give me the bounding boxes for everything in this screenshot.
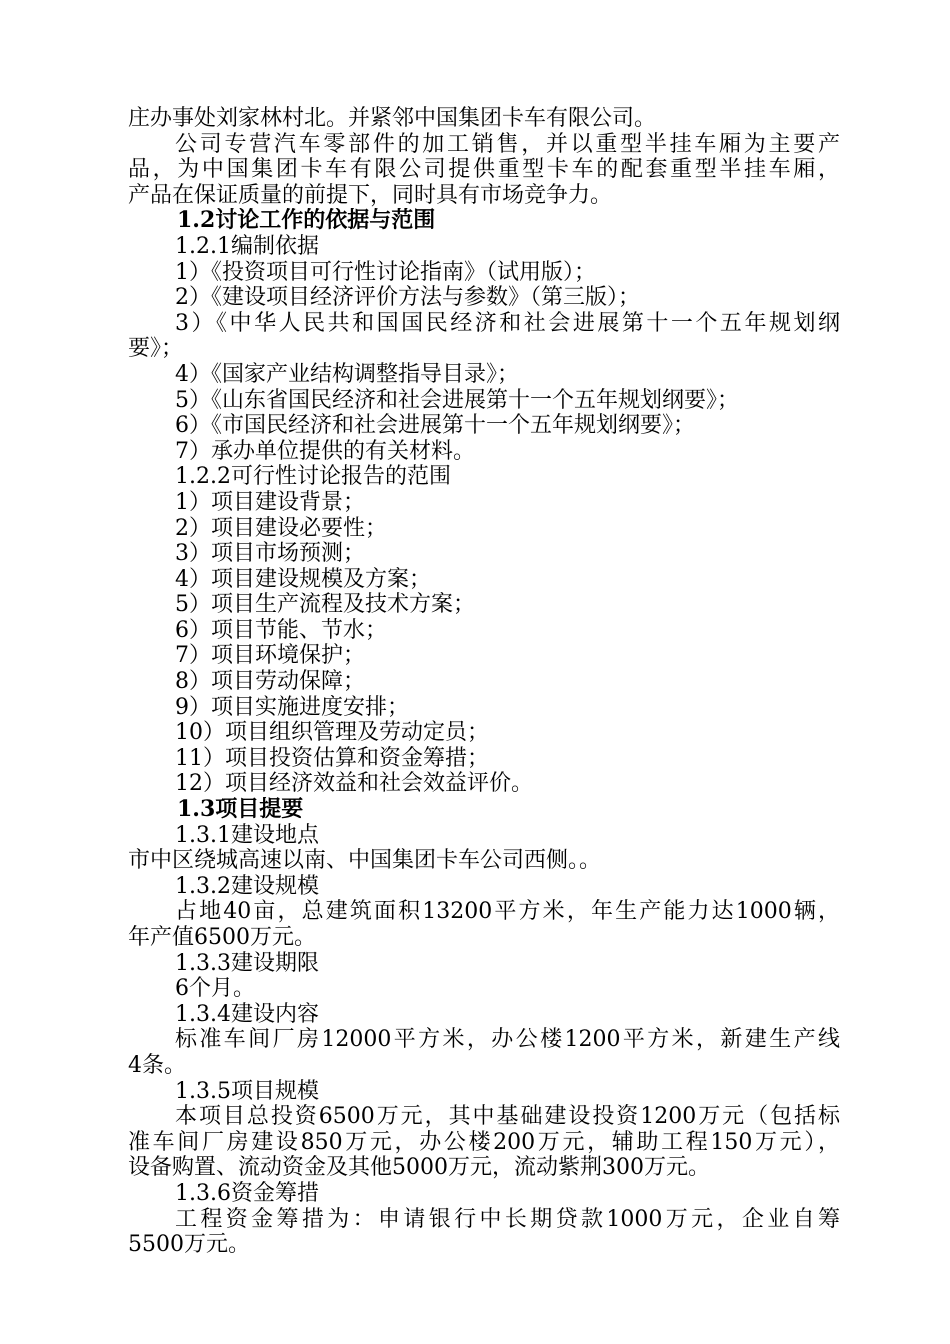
list-item: 4）项目建设规模及方案； (175, 566, 431, 592)
subsection-heading-1-3-3: 1.3.3建设期限 (175, 950, 319, 976)
list-item: 4）《国家产业结构调整指导目录》； (175, 361, 519, 387)
paragraph-line: 品，为中国集团卡车有限公司提供重型卡车的配套重型半挂车厢， (128, 157, 840, 183)
paragraph-line: 市中区绕城高速以南、中国集团卡车公司西侧。。 (128, 848, 602, 874)
list-item: 5）项目生产流程及技术方案； (175, 592, 475, 618)
list-item: 8）项目劳动保障； (175, 669, 365, 695)
paragraph-line: 年产值6500万元。 (128, 925, 316, 950)
subsection-heading-1-3-5: 1.3.5项目规模 (175, 1078, 319, 1104)
list-item: 12）项目经济效益和社会效益评价。 (175, 771, 533, 797)
list-item: 3）项目市场预测； (175, 541, 365, 567)
list-item: 3）《中华人民共和国国民经济和社会进展第十一个五年规划纲 (175, 310, 840, 336)
list-item: 5）《山东省国民经济和社会进展第十一个五年规划纲要》； (175, 387, 739, 413)
list-item: 10）项目组织管理及劳动定员； (175, 720, 489, 746)
list-item: 2）项目建设必要性； (175, 515, 387, 541)
list-item: 1）《投资项目可行性讨论指南》（试用版）； (175, 259, 596, 285)
list-item: 7）承办单位提供的有关材料。 (175, 438, 475, 464)
list-item: 6）项目节能、节水； (175, 617, 387, 643)
list-item: 11）项目投资估算和资金筹措； (175, 745, 489, 771)
list-item: 2）《建设项目经济评价方法与参数》（第三版）； (175, 285, 640, 311)
paragraph-line: 准车间厂房建设850万元，办公楼200万元，辅助工程150万元）， (128, 1129, 840, 1155)
subsection-heading-1-3-2: 1.3.2建设规模 (175, 873, 319, 899)
list-item: 7）项目环境保护； (175, 643, 365, 669)
paragraph-line: 工程资金筹措为：申请银行中长期贷款1000万元，企业自筹 (175, 1206, 840, 1232)
paragraph-line: 标准车间厂房12000平方米，办公楼1200平方米，新建生产线 (175, 1027, 840, 1053)
subsection-heading-1-2-2: 1.2.2可行性讨论报告的范围 (175, 464, 451, 490)
list-item: 1）项目建设背景； (175, 489, 365, 515)
section-heading-1-3: 1.3项目提要 (177, 797, 304, 823)
subsection-heading-1-3-6: 1.3.6资金筹措 (175, 1180, 319, 1206)
paragraph-line: 占地40亩，总建筑面积13200平方米，年生产能力达1000辆， (175, 899, 840, 925)
paragraph-line: 6个月。 (175, 976, 255, 1002)
paragraph-line: 公司专营汽车零部件的加工销售，并以重型半挂车厢为主要产 (175, 131, 840, 157)
paragraph-line: 5500万元。 (128, 1232, 250, 1258)
paragraph-line: 本项目总投资6500万元，其中基础建设投资1200万元（包括标 (175, 1104, 840, 1130)
subsection-heading-1-3-4: 1.3.4建设内容 (175, 1001, 319, 1027)
list-item: 6）《市国民经济和社会进展第十一个五年规划纲要》； (175, 413, 695, 439)
subsection-heading-1-3-1: 1.3.1建设地点 (175, 822, 319, 848)
list-item-continuation: 要》； (128, 336, 184, 362)
paragraph-line: 产品在保证质量的前提下，同时具有市场竞争力。 (128, 182, 613, 208)
paragraph-line: 4条。 (128, 1052, 186, 1078)
text-line: 庄办事处刘家林村北。并紧邻中国集团卡车有限公司。 (128, 106, 657, 131)
document-page (128, 106, 840, 1258)
list-item: 9）项目实施进度安排； (175, 694, 409, 720)
subsection-heading-1-2-1: 1.2.1编制依据 (175, 233, 319, 259)
section-heading-1-2: 1.2讨论工作的依据与范围 (177, 208, 436, 234)
paragraph-line: 设备购置、流动资金及其他5000万元，流动紫荆300万元。 (128, 1155, 710, 1181)
